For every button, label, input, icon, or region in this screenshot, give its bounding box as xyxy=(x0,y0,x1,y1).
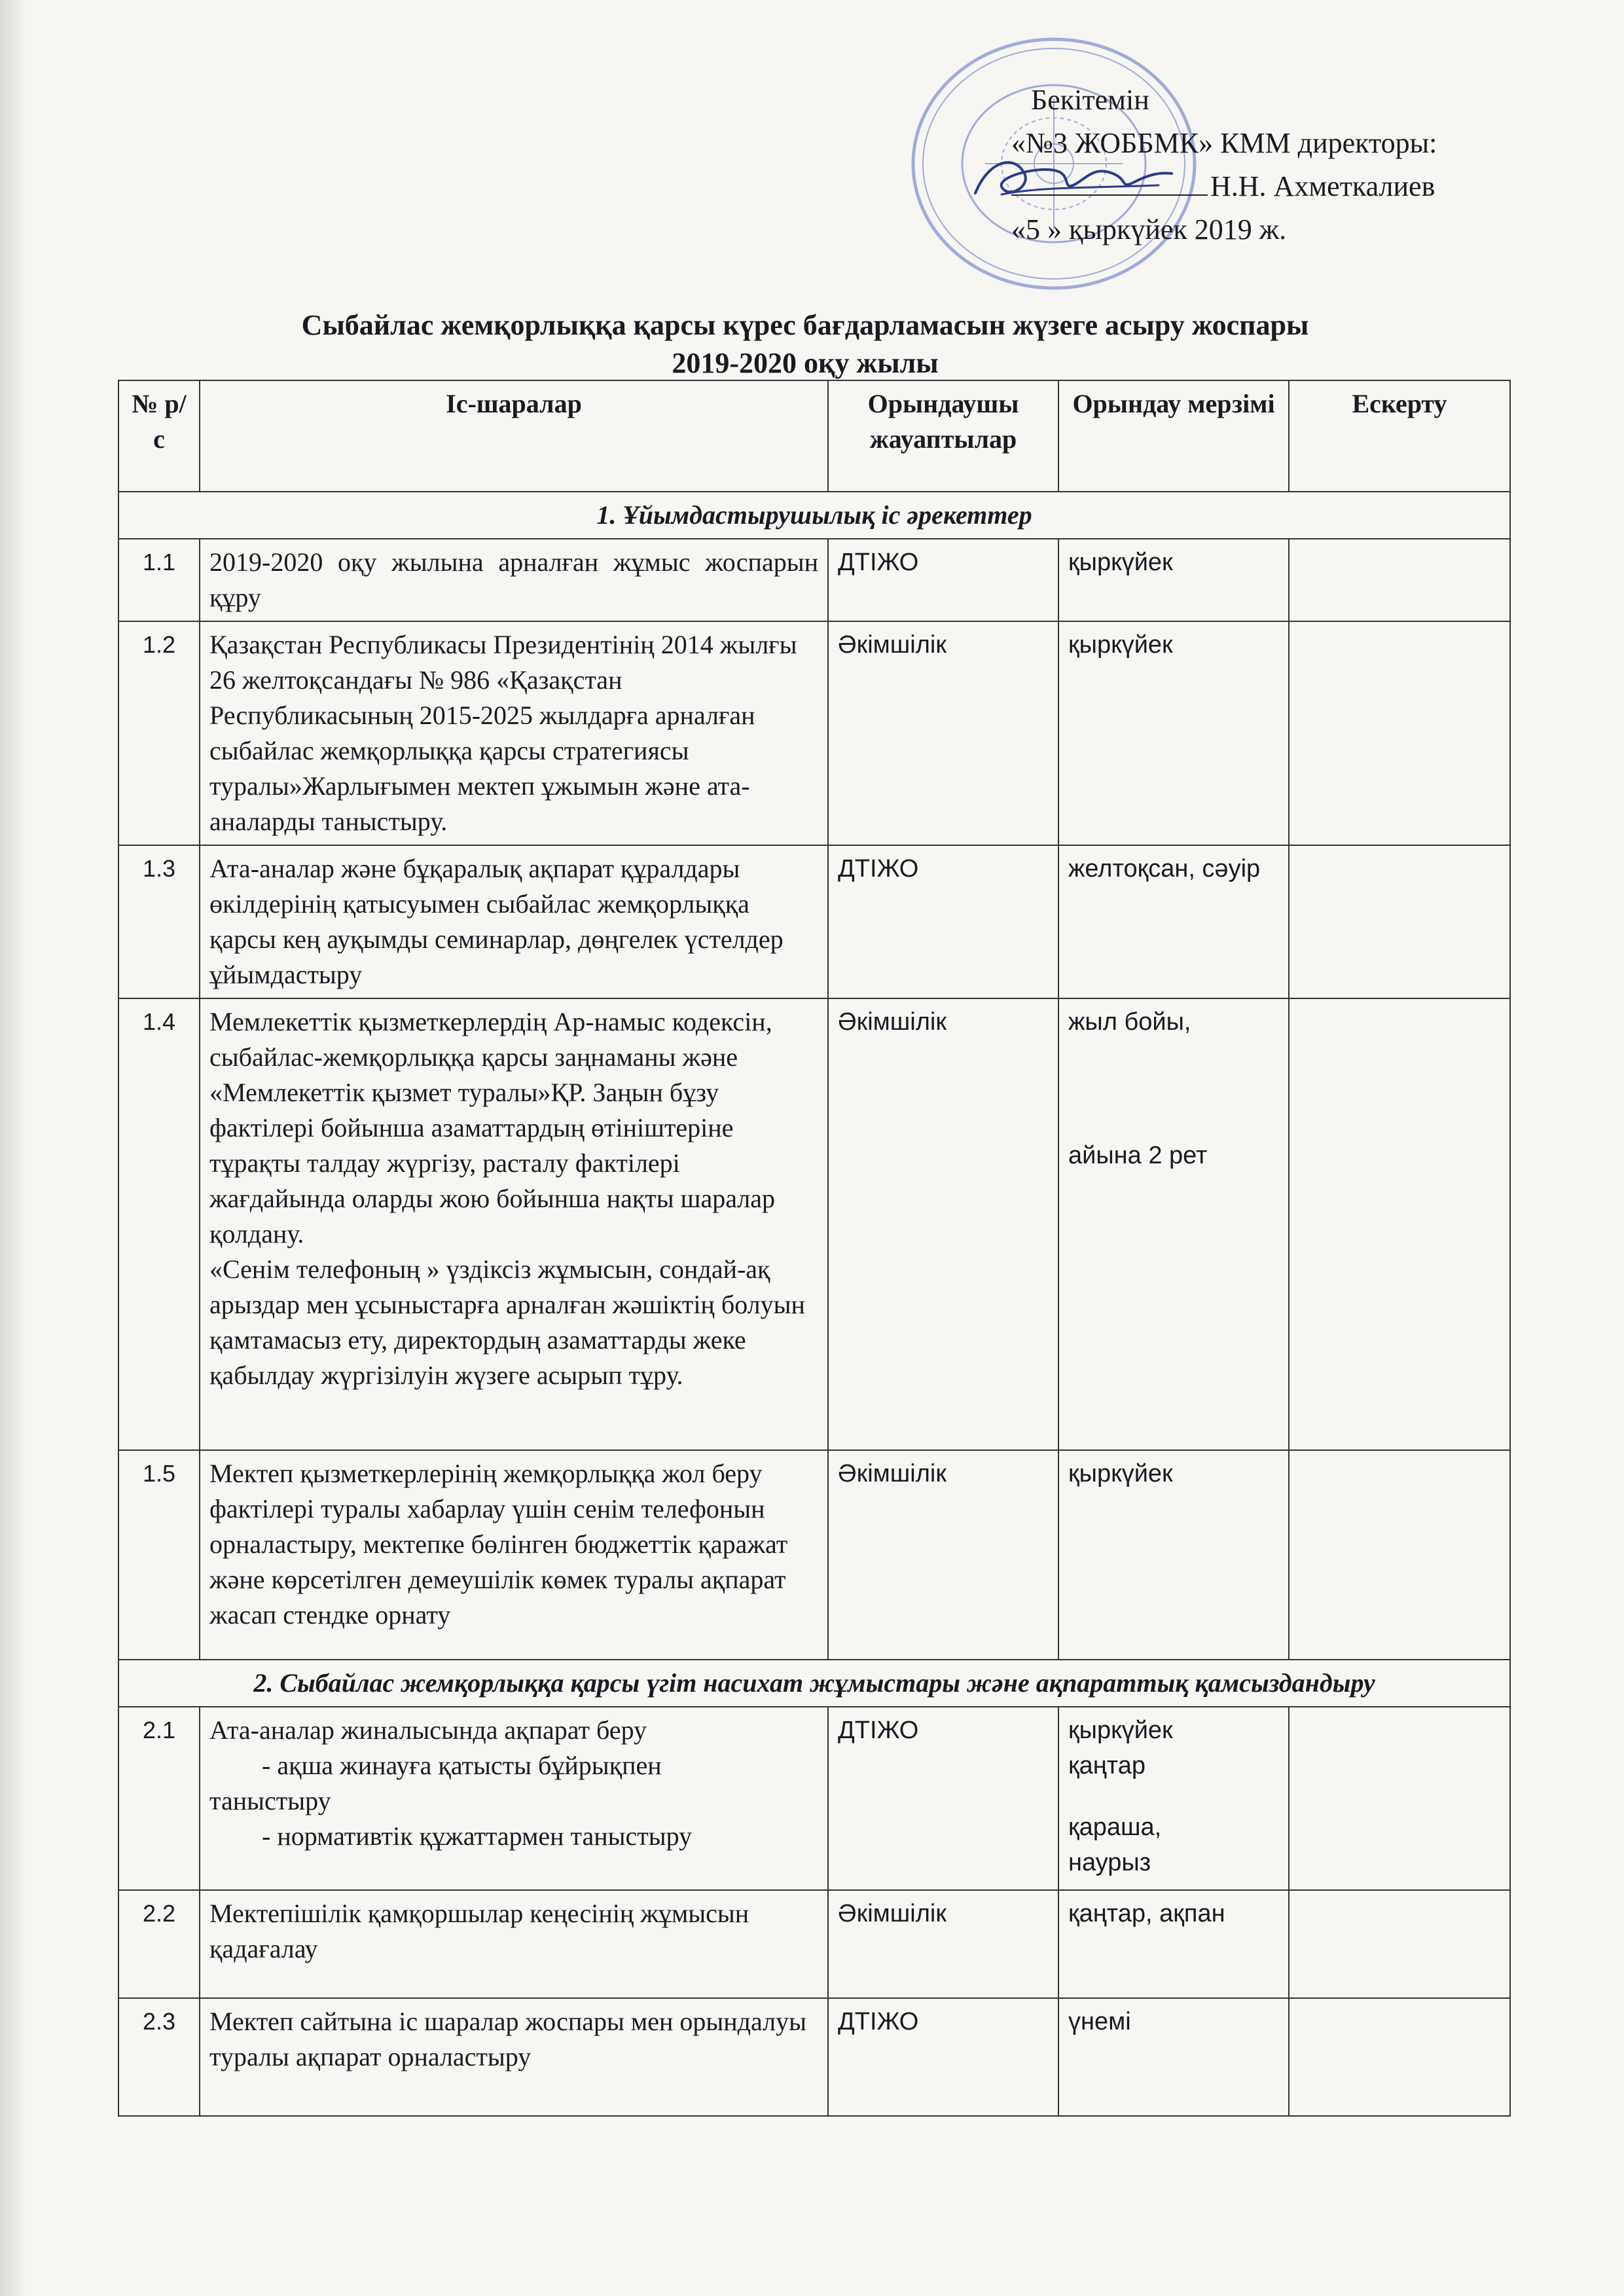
row-term-3: қараша, xyxy=(1068,1813,1162,1841)
director-signature xyxy=(962,147,1178,213)
row-term-part-1: жыл бойы, xyxy=(1068,1008,1191,1036)
row-note xyxy=(1289,1998,1510,2116)
row-responsible: Әкімшілік xyxy=(828,621,1058,845)
scan-edge-shadow xyxy=(0,0,26,2296)
row-num: 2.2 xyxy=(118,1890,200,1998)
row-activity: Ата-аналар және бұқаралық ақпарат құралдары өкілдерінің қатысуымен сыбайлас жемқорлыққа қарсы кең ауқымды семинарлар, дөңгелек үстелдер ұйымдастыру xyxy=(200,845,828,998)
row-responsible: Әкімшілік xyxy=(828,1890,1058,1998)
row-activity-sub-1-cont: таныстыру xyxy=(209,1786,331,1815)
row-term: қыркүйек xyxy=(1058,1450,1289,1660)
header-note: Ескерту xyxy=(1289,380,1510,492)
section-2-title: 2. Сыбайлас жемқорлыққа қарсы үгіт насихат жұмыстары және ақпараттық қамсыздандыру xyxy=(253,1668,1375,1698)
row-note xyxy=(1289,998,1510,1450)
row-num: 1.1 xyxy=(118,539,200,621)
row-note xyxy=(1289,1450,1510,1660)
row-activity xyxy=(200,998,828,1450)
row-note xyxy=(1289,1890,1510,1998)
table-row xyxy=(118,539,1510,621)
row-responsible: Әкімшілік xyxy=(828,998,1058,1450)
director-name: Н.Н. Ахметкалиев xyxy=(1210,170,1435,202)
table-row xyxy=(118,1890,1510,1998)
row-num: 1.3 xyxy=(118,845,200,998)
row-num: 1.4 xyxy=(118,998,200,1450)
row-num: 2.1 xyxy=(118,1707,200,1890)
table-row xyxy=(118,998,1510,1450)
row-term: желтоқсан, сәуір xyxy=(1058,845,1289,998)
title-line-2: 2019-2020 оқу жылы xyxy=(672,347,939,379)
section-1-title: 1. Ұйымдастырушылық іс әрекеттер xyxy=(596,500,1032,530)
table-row xyxy=(118,621,1510,845)
row-responsible: ДТІЖО xyxy=(828,1707,1058,1890)
plan-table xyxy=(118,380,1511,2117)
approval-date: «5 » қыркүйек 2019 ж. xyxy=(1011,213,1287,246)
row-term: үнемі xyxy=(1058,1998,1289,2116)
row-note xyxy=(1289,1707,1510,1890)
row-term xyxy=(1058,1707,1289,1890)
document-title xyxy=(118,306,1492,382)
approval-position: «№3 ЖОББМК» КММ директоры: xyxy=(1011,127,1437,159)
row-responsible: ДТІЖО xyxy=(828,539,1058,621)
row-term-4: наурыз xyxy=(1068,1849,1151,1876)
row-term: қыркүйек xyxy=(1058,539,1289,621)
row-note xyxy=(1289,621,1510,845)
section-row xyxy=(118,1660,1510,1707)
row-activity-part-1: Мемлекеттік қызметкерлердің Ар-намыс кодексін, сыбайлас-жемқорлыққа қарсы заңнаманы және «Мемлекеттік қызмет туралы»ҚР. Заңын бұзу фактілері бойынша азаматтардың өтініштеріне тұрақты талдау жүргізу, расталу фактілері жағдайында оларды жою бойынша нақты шаралар қолдану. xyxy=(209,1007,776,1248)
table-row xyxy=(118,845,1510,998)
row-note xyxy=(1289,845,1510,998)
table-row xyxy=(118,1707,1510,1890)
row-activity-part-2: «Сенім телефоның » үздіксіз жұмысын, сондай-ақ арыздар мен ұсыныстарға арналған жәшіктің болуын қамтамасыз ету, директордың азаматтарды жеке қабылдау жүргізілуін жүзеге асырып тұру. xyxy=(209,1254,805,1390)
row-num: 1.2 xyxy=(118,621,200,845)
row-responsible: ДТІЖО xyxy=(828,1998,1058,2116)
table-header-row xyxy=(118,380,1510,492)
header-activity: Іс-шаралар xyxy=(200,380,828,492)
row-activity: 2019-2020 оқу жылына арналған жұмыс жоспарын құру xyxy=(200,539,828,621)
row-responsible: ДТІЖО xyxy=(828,845,1058,998)
row-term: қаңтар, ақпан xyxy=(1058,1890,1289,1998)
row-term xyxy=(1058,998,1289,1450)
title-line-1: Сыбайлас жемқорлыққа қарсы күрес бағдарламасын жүзеге асыру жоспары xyxy=(301,309,1309,341)
row-num: 1.5 xyxy=(118,1450,200,1660)
row-activity xyxy=(200,1707,828,1890)
row-activity-main: Ата-аналар жиналысында ақпарат беру xyxy=(209,1715,647,1745)
header-num: № р/с xyxy=(118,380,200,492)
row-num: 2.3 xyxy=(118,1998,200,2116)
row-activity-sub-1: - ақша жинауға қатысты бұйрықпен xyxy=(262,1751,662,1780)
header-responsible: Орындаушы жауаптылар xyxy=(828,380,1058,492)
row-activity-sub-2: - нормативтік құжаттармен таныстыру xyxy=(262,1821,693,1851)
row-term-2: қаңтар xyxy=(1068,1752,1146,1779)
row-activity: Мектеп қызметкерлерінің жемқорлыққа жол беру фактілері туралы хабарлау үшін сенім телефонын орналастыру, мектепке бөлінген бюджеттік қаражат және көрсетілген демеушілік көмек туралы ақпарат жасап стендке орнату xyxy=(200,1450,828,1660)
row-activity: Қазақстан Республикасы Президентінің 2014 жылғы 26 желтоқсандағы № 986 «Қазақстан Республикасының 2015-2025 жылдарға арналған сыбайлас жемқорлыққа қарсы стратегиясы туралы»Жарлығымен мектеп ұжымын және ата-аналарды таныстыру. xyxy=(200,621,828,845)
header-term: Орындау мерзімі xyxy=(1058,380,1289,492)
row-term-part-2: айына 2 рет xyxy=(1068,1142,1208,1169)
row-note xyxy=(1289,539,1510,621)
row-responsible: Әкімшілік xyxy=(828,1450,1058,1660)
row-term: қыркүйек xyxy=(1058,621,1289,845)
row-activity: Мектепішілік қамқоршылар кеңесінің жұмысын қадағалау xyxy=(200,1890,828,1998)
approval-heading: Бекітемін xyxy=(1031,84,1149,116)
section-row xyxy=(118,492,1510,539)
row-term-1: қыркүйек xyxy=(1068,1717,1173,1744)
table-row xyxy=(118,1998,1510,2116)
row-activity: Мектеп сайтына іс шаралар жоспары мен орындалуы туралы ақпарат орналастыру xyxy=(200,1998,828,2116)
table-row xyxy=(118,1450,1510,1660)
